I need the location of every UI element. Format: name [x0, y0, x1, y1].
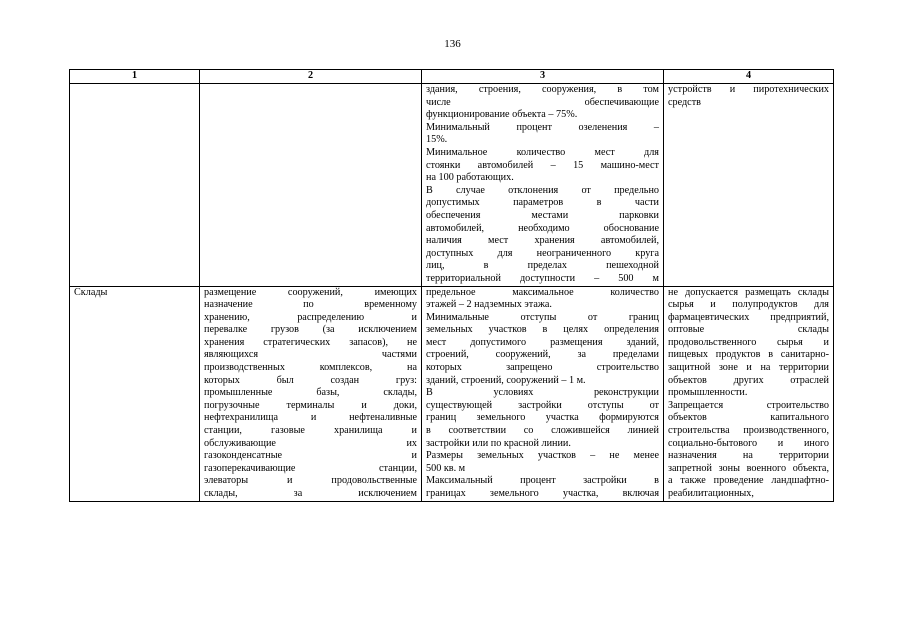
text-line: перевалке грузов (за исключением: [204, 324, 417, 336]
text-line: станции, газовые хранилища и: [204, 425, 417, 437]
text-line: этажей – 2 надземных этажа.: [426, 299, 552, 311]
cell-parameters: [422, 84, 664, 287]
text-line: обеспечения местами парковки: [426, 209, 659, 221]
text-line: пищевых продуктов в санитарно-: [668, 349, 829, 361]
text-line: сырья и полупродуктов для: [668, 299, 829, 311]
text-line: на 100 работающих.: [426, 172, 514, 184]
text-line: не допускается размещать склады: [668, 286, 829, 298]
text-line: реабилитационных,: [668, 488, 754, 499]
text-line: промышленности.: [668, 387, 748, 399]
cell-restrictions: [664, 84, 834, 287]
text-line: границах земельного участка, включая: [426, 488, 659, 499]
text-line: объектов капитального: [668, 412, 829, 424]
text-line: Минимальный процент озеленения –: [426, 121, 659, 133]
page-number: 136: [444, 38, 461, 50]
text-line: запретной зоны военного объекта,: [668, 462, 829, 474]
text-line: фармацевтических предприятий,: [668, 311, 829, 323]
text-line: здания, строения, сооружения, в том: [426, 84, 659, 95]
text-line: зданий, строений, сооружений – 1 м.: [426, 374, 586, 386]
text-line: В случае отклонения от предельно: [426, 184, 659, 196]
cell-object-type: Склады: [70, 286, 200, 501]
cell-permitted-use: [200, 84, 422, 287]
text-line: нефтехранилища и нефтеналивные: [204, 412, 417, 424]
text-line: 15%.: [426, 134, 448, 146]
text-line: автомобилей, необходимо обоснование: [426, 222, 659, 234]
text-line: обслуживающие их: [204, 437, 417, 449]
text-line: застройки или по красной линии.: [426, 437, 571, 449]
text-line: а также проведение ландшафтно-: [668, 475, 829, 487]
text-line: элеваторы и продовольственные: [204, 475, 417, 487]
text-line: Запрещается строительство: [668, 399, 829, 411]
text-line: границ земельного участка формируются: [426, 412, 659, 424]
text-line: склады, за исключением: [204, 488, 417, 499]
text-line: производственных комплексов, на: [204, 362, 417, 374]
text-line: земельных участков в целях определения: [426, 324, 659, 336]
cell-restrictions: [664, 286, 834, 501]
text-line: допустимых параметров в части: [426, 197, 659, 209]
text-line: объектов других отраслей: [668, 374, 829, 386]
text-line: числе обеспечивающие: [426, 96, 659, 108]
text-line: хранения стратегических запасов), не: [204, 336, 417, 348]
text-line: предельное максимальное количество: [426, 286, 659, 298]
text-line: мест допустимого размещения зданий,: [426, 336, 659, 348]
text-line: назначение по временному: [204, 299, 417, 311]
text-line: социально-бытового и иного: [668, 437, 829, 449]
cell-object-type: [70, 84, 200, 287]
table-row: [70, 286, 834, 501]
text-line: территориальной доступности – 500 м: [426, 272, 659, 284]
regulation-table: [69, 69, 834, 502]
column-header-1: 1: [70, 70, 200, 84]
cell-parameters: [422, 286, 664, 501]
text-line: Минимальное количество мест для: [426, 146, 659, 158]
column-header-2: 2: [200, 70, 422, 84]
text-line: лиц, в пределах пешеходной: [426, 260, 659, 272]
table-row: [70, 84, 834, 287]
text-line: размещение сооружений, имеющих: [204, 286, 417, 298]
text-line: газоконденсатные и: [204, 450, 417, 462]
text-line: защитной зоне и на территории: [668, 362, 829, 374]
text-line: погрузочные терминалы и доки,: [204, 399, 417, 411]
text-line: Максимальный процент застройки в: [426, 475, 659, 487]
text-line: функционирование объекта – 75%.: [426, 109, 578, 121]
text-line: промышленные базы, склады,: [204, 387, 417, 399]
cell-permitted-use: [200, 286, 422, 501]
text-line: являющихся частями: [204, 349, 417, 361]
text-line: доступных для неограниченного круга: [426, 247, 659, 259]
text-line: устройств и пиротехнических: [668, 84, 829, 95]
text-line: строений, сооружений, за пределами: [426, 349, 659, 361]
text-line: назначения на территории: [668, 450, 829, 462]
text-line: наличия мест хранения автомобилей,: [426, 235, 659, 247]
text-line: которых запрещено строительство: [426, 362, 659, 374]
text-line: в соответствии со сложившейся линией: [426, 425, 659, 437]
column-header-3: 3: [422, 70, 664, 84]
text-line: которых был создан груз:: [204, 374, 417, 386]
text-line: средств: [668, 96, 701, 108]
text-line: существующей застройки отступы от: [426, 399, 659, 411]
text-line: Минимальные отступы от границ: [426, 311, 659, 323]
text-line: 500 кв. м: [426, 462, 466, 474]
column-header-4: 4: [664, 70, 834, 84]
text-line: строительства производственного,: [668, 425, 829, 437]
text-line: В условиях реконструкции: [426, 387, 659, 399]
text-line: продовольственного сырья и: [668, 336, 829, 348]
table-header-row: [70, 70, 834, 84]
text-line: оптовые склады: [668, 324, 829, 336]
text-line: хранению, распределению и: [204, 311, 417, 323]
text-line: стоянки автомобилей – 15 машино-мест: [426, 159, 659, 171]
text-line: газоперекачивающие станции,: [204, 462, 417, 474]
text-line: Размеры земельных участков – не менее: [426, 450, 659, 462]
